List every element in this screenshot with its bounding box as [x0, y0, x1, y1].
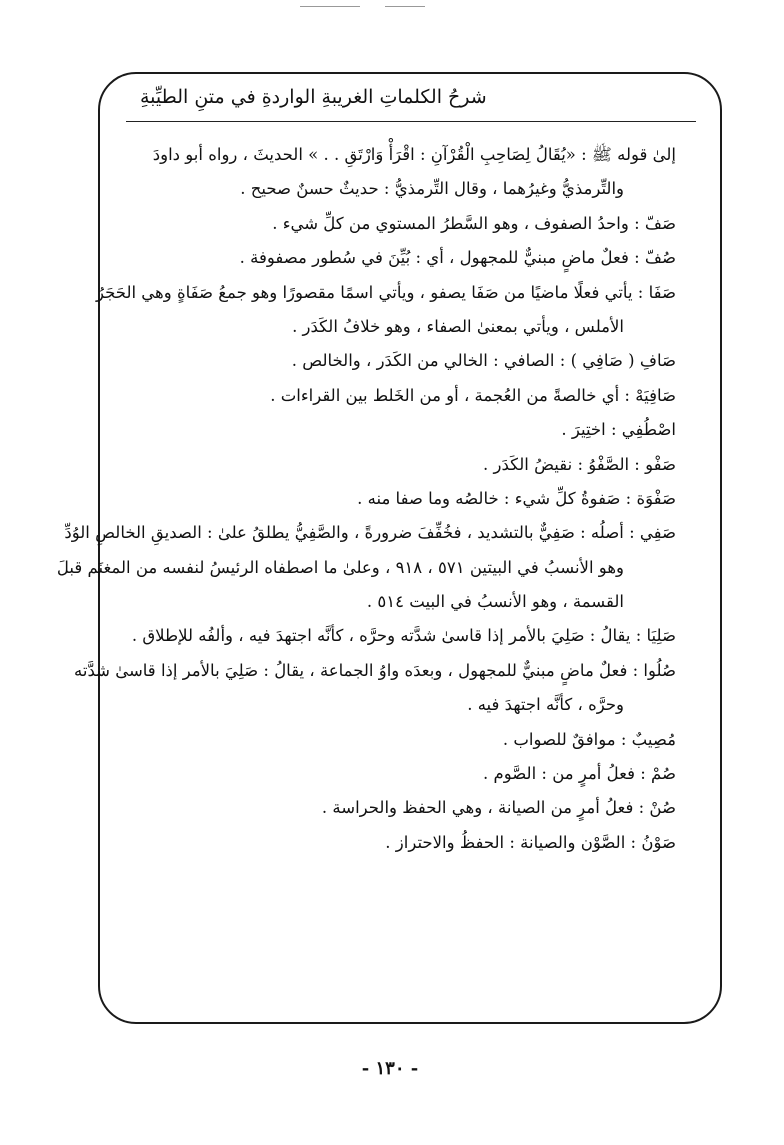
entry-line: صُنْ : فعلُ أمرٍ من الصيانة ، وهي الحفظ والحراسة .	[321, 798, 676, 818]
entry-line: صَوْنُ : الصَّوْن والصيانة : الحفظُ والاحتراز .	[385, 832, 676, 852]
glossary-body	[56, 138, 676, 860]
text-line: الأملس ، ويأتي بمعنىٰ الصفاء ، وهو خلافُ الكَدَر .	[292, 316, 624, 336]
header-rule	[126, 121, 696, 122]
entry-line: اصْطُفِي : اختِيرَ .	[561, 420, 676, 440]
page-number: - ١٣٠ -	[361, 1058, 419, 1079]
text-line: وحرَّه ، كأنَّه اجتهدَ فيه .	[467, 695, 624, 715]
running-header: شرحُ الكلماتِ الغريبةِ الواردةِ في متنِ الطيِّبةِ	[140, 86, 487, 108]
entry-line: صَلِيَا : يقالُ : صَلِيَ بالأمر إذا قاسىٰ شدَّته وحرَّه ، كأنَّه اجتهدَ فيه ، وألفُه للإطلاق .	[131, 626, 676, 646]
text-line: وهو الأنسبُ في البيتين ٥٧١ ، ٩١٨ ، وعلىٰ ما اصطفاه الرئيسُ لنفسه من المغنَم قبلَ	[56, 557, 624, 577]
top-mark	[300, 6, 360, 7]
entry-line: مُصِيبٌ : موافقٌ للصواب .	[502, 729, 676, 749]
entry-line: صَفِي : أصلُه : صَفِيٌّ بالتشديد ، فخُفِّفَ ضرورةً ، والصَّفِيُّ يطلقُ علىٰ : الصديقِ الخالصِ الوُدِّ	[64, 523, 676, 543]
text-line: القسمة ، وهو الأنسبُ في البيت ٥١٤ .	[366, 592, 624, 612]
text-line: إلىٰ قوله ﷺ : «يُقَالُ لِصَاحِبِ الْقُرْآنِ : اقْرَأْ وَارْتَقِ . . » الحديثَ ، رواه أبو داودَ	[152, 145, 676, 164]
entry-line: صُمْ : فعلُ أمرٍ من : الصَّوم .	[483, 764, 676, 784]
entry-line: صَافِيَهْ : أي خالصةً من العُجمة ، أو من الخَلط بين القراءات .	[270, 385, 676, 405]
entry-line: صَفْوَة : صَفوةُ كلِّ شيء : خالصُه وما صفا منه .	[357, 488, 676, 508]
entry-line: صَفْو : الصَّفْوُ : نقيضُ الكَدَر .	[483, 454, 676, 474]
entry-line: صُفّ : فعلٌ ماضٍ مبنيٌّ للمجهول ، أي : بُيِّنَ في سُطور مصفوفة .	[239, 248, 676, 268]
entry-line: صَافِ ( صَافِي ) : الصافي : الخالي من الكَدَر ، والخالص .	[291, 351, 676, 371]
entry-line: صَفّ : واحدُ الصفوف ، وهو السَّطرُ المستوي من كلِّ شيء .	[272, 213, 676, 233]
text-line: والتِّرمذيُّ وغيرُهما ، وقال التِّرمذيُّ : حديثٌ حسنٌ صحيح .	[240, 179, 624, 199]
entry-line: صَفَا : يأتي فعلًا ماضيًا من صَفَا يصفو ، ويأتي اسمًا مقصورًا وهو جمعُ صَفَاةٍ وهي الحَجَرُ	[96, 282, 676, 302]
top-mark	[385, 6, 425, 7]
entry-line: صُلُوا : فعلٌ ماضٍ مبنيٌّ للمجهول ، وبعدَه واوُ الجماعة ، يقالُ : صَلِيَ بالأمر إذا قاسىٰ شدَّته	[74, 660, 676, 680]
